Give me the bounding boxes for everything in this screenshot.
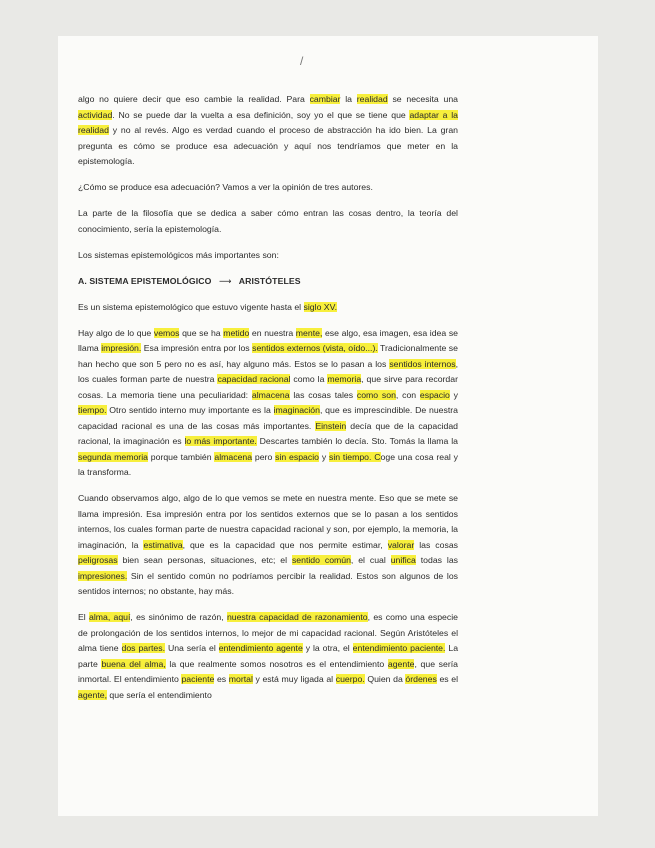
highlighted-text: cuerpo. — [335, 674, 365, 684]
highlighted-text: sin espacio — [275, 451, 319, 462]
text-run: Hay algo de lo que — [78, 327, 154, 338]
text-run: que se ha — [179, 327, 224, 338]
text-run: es — [214, 674, 229, 684]
highlighted-text: siglo XV. — [303, 301, 338, 312]
paragraph — [78, 180, 458, 196]
document-body — [78, 92, 458, 714]
right-arrow-icon: ⟶ — [218, 275, 232, 286]
highlighted-text: mente, — [295, 327, 323, 338]
text-run: , con — [395, 389, 420, 400]
text-run: que sería el entendimiento — [107, 689, 212, 700]
highlighted-text: espacio — [419, 389, 450, 400]
highlighted-text: imaginación — [273, 405, 320, 415]
highlighted-text: valorar — [387, 539, 415, 550]
text-run: , es sinónimo de razón, — [130, 612, 227, 622]
text-run: se necesita una — [387, 94, 458, 104]
text-run: oge una cosa real y la transforma. — [78, 451, 459, 477]
paragraph — [78, 491, 458, 600]
text-run: y — [449, 389, 459, 400]
text-run: La parte — [78, 643, 459, 669]
text-run: Quien da — [364, 674, 406, 684]
highlighted-text: tiempo. — [78, 405, 107, 415]
paragraph — [78, 206, 458, 237]
text-run: todas las — [415, 555, 458, 565]
text-run: , los cuales forman parte de nuestra — [78, 358, 458, 384]
text-run: Otro sentido interno muy importante es la — [106, 405, 274, 415]
text-run: Esa impresión entra por los — [141, 343, 253, 353]
highlighted-text: órdenes — [405, 674, 437, 684]
highlighted-text: peligrosas — [78, 555, 118, 565]
highlighted-text: almacena — [214, 451, 253, 462]
highlighted-text: capacidad racional — [217, 374, 291, 384]
highlighted-text: sentidos externos (vista, oído...). — [252, 343, 378, 353]
text-run: la que realmente somos nosotros es el entendimiento — [165, 658, 388, 669]
highlighted-text: dos partes. — [121, 643, 166, 653]
highlighted-text: mortal — [228, 674, 253, 684]
highlighted-text: sin tiempo. C — [329, 451, 381, 462]
text-run: las cosas — [414, 539, 458, 550]
highlighted-text: memoria — [327, 374, 362, 384]
text-run: como la — [290, 374, 328, 384]
text-run: ¿Cómo se produce esa adecuación? Vamos a ver la opinión de tres autores. — [78, 182, 373, 192]
highlighted-text: impresiones. — [78, 570, 128, 581]
text-run: Los sistemas epistemológicos más importantes son: — [78, 249, 279, 260]
text-run: , que es la capacidad que nos permite estimar, — [182, 539, 388, 550]
text-run: , el cual — [350, 555, 391, 565]
highlighted-text: agente — [387, 658, 415, 669]
text-run: Una sería el — [165, 643, 219, 653]
text-run: las cosas tales — [289, 389, 357, 400]
text-run: Descartes también lo decía. Sto. Tomás la llama la — [256, 436, 458, 446]
highlighted-text: segunda memoria — [78, 451, 148, 462]
text-run: Cuando observamos algo, algo de lo que vemos se mete en nuestra mente. Eso que se mete se llama impresión. Esa impresión entra por los sentidos externos que se lo pasan a los sentidos internos, los cuales forman parte de nuestra capacidad racional y son, por ejemplo, la memoria, la imaginación, la — [78, 493, 458, 550]
highlighted-text: entendimiento paciente. — [352, 643, 446, 653]
text-run: y — [319, 451, 329, 462]
heading-title: A. SISTEMA EPISTEMOLÓGICO — [78, 275, 212, 286]
heading-author: ARISTÓTELES — [238, 275, 301, 286]
aristoteles-section — [78, 300, 458, 704]
text-run: Es un sistema epistemológico que estuvo vigente hasta el — [78, 301, 304, 312]
highlighted-text: adaptar a la realidad — [78, 109, 458, 135]
text-run: Sin el sentido común no podríamos percibir la realidad. Estos son algunos de los sentidos internos; no obstante, hay más. — [78, 570, 458, 596]
text-run: , que sirve para recordar cosas. La memoria tiene una peculiaridad: — [78, 374, 458, 400]
text-run: algo no quiere decir que eso cambie la realidad. Para — [78, 94, 310, 104]
highlighted-text: impresión. — [101, 343, 142, 353]
highlighted-text: estimativa — [143, 539, 183, 550]
text-run: . No se puede dar la vuelta a esa definición, soy yo el que se tiene que — [112, 109, 410, 120]
highlighted-text: almacena — [251, 389, 290, 400]
text-run: porque también — [147, 451, 215, 462]
paragraph — [78, 326, 458, 481]
paragraph — [78, 610, 458, 703]
highlighted-text: sentido común — [291, 555, 351, 565]
highlighted-text: lo más importante. — [184, 436, 257, 446]
highlighted-text: agente, — [78, 689, 107, 700]
text-run: , es como una especie de prolongación de los sentidos internos, lo mejor de mi capacidad racional. Según Aristóteles el alma tiene — [78, 612, 458, 653]
highlighted-text: cambiar — [309, 94, 341, 104]
highlighted-text: actividad — [78, 109, 113, 120]
highlighted-text: paciente — [181, 674, 215, 684]
intro-section — [78, 92, 458, 263]
text-run: La parte de la filosofía que se dedica a saber cómo entran las cosas dentro, la teoría del conocimiento, sería la epistemología. — [78, 208, 458, 234]
section-heading — [78, 274, 458, 290]
highlighted-text: metido — [223, 327, 250, 338]
paragraph — [78, 92, 458, 170]
highlighted-text: nuestra capacidad de razonamiento — [226, 612, 368, 622]
highlighted-text: vemos — [153, 327, 180, 338]
text-run: decía que de la capacidad racional, la imaginación es — [78, 420, 458, 446]
text-run: y está muy ligada al — [252, 674, 336, 684]
text-run: , que es imprescindible. De nuestra capacidad racional es una de las cosas más importantes. — [78, 405, 458, 431]
text-run: es el — [436, 674, 459, 684]
text-run: y no al revés. Algo es verdad cuando el proceso de abstracción ha ido bien. La gran pregunta es cómo se produce esa adecuación y aquí nos tendríamos que meter en la epistemología. — [78, 125, 458, 166]
highlighted-text: sentidos internos — [389, 358, 456, 369]
text-run: y la otra, el — [302, 643, 353, 653]
highlighted-text: como son — [356, 389, 396, 400]
highlighted-text: entendimiento agente — [218, 643, 303, 653]
text-run: pero — [252, 451, 276, 462]
page-mark: / — [300, 54, 304, 68]
highlighted-text: unifica — [390, 555, 416, 565]
text-run: , que sería inmortal. El entendimiento — [78, 658, 458, 684]
text-run: bien sean personas, situaciones, etc; el — [117, 555, 292, 565]
paragraph — [78, 300, 458, 316]
text-run: en nuestra — [249, 327, 296, 338]
paragraph — [78, 248, 458, 264]
text-run: Tradicionalmente se han hecho que son 5 pero no es así, hay alguno más. Estos se lo pasan a los — [78, 343, 458, 369]
highlighted-text: alma, aquí — [89, 612, 131, 622]
highlighted-text: Einstein — [315, 420, 347, 431]
text-run: la — [340, 94, 357, 104]
text-run: ese algo, esa imagen, esa idea se llama — [78, 327, 458, 353]
highlighted-text: buena del alma, — [101, 658, 166, 669]
highlighted-text: realidad — [356, 94, 388, 104]
text-run: El — [78, 612, 89, 622]
